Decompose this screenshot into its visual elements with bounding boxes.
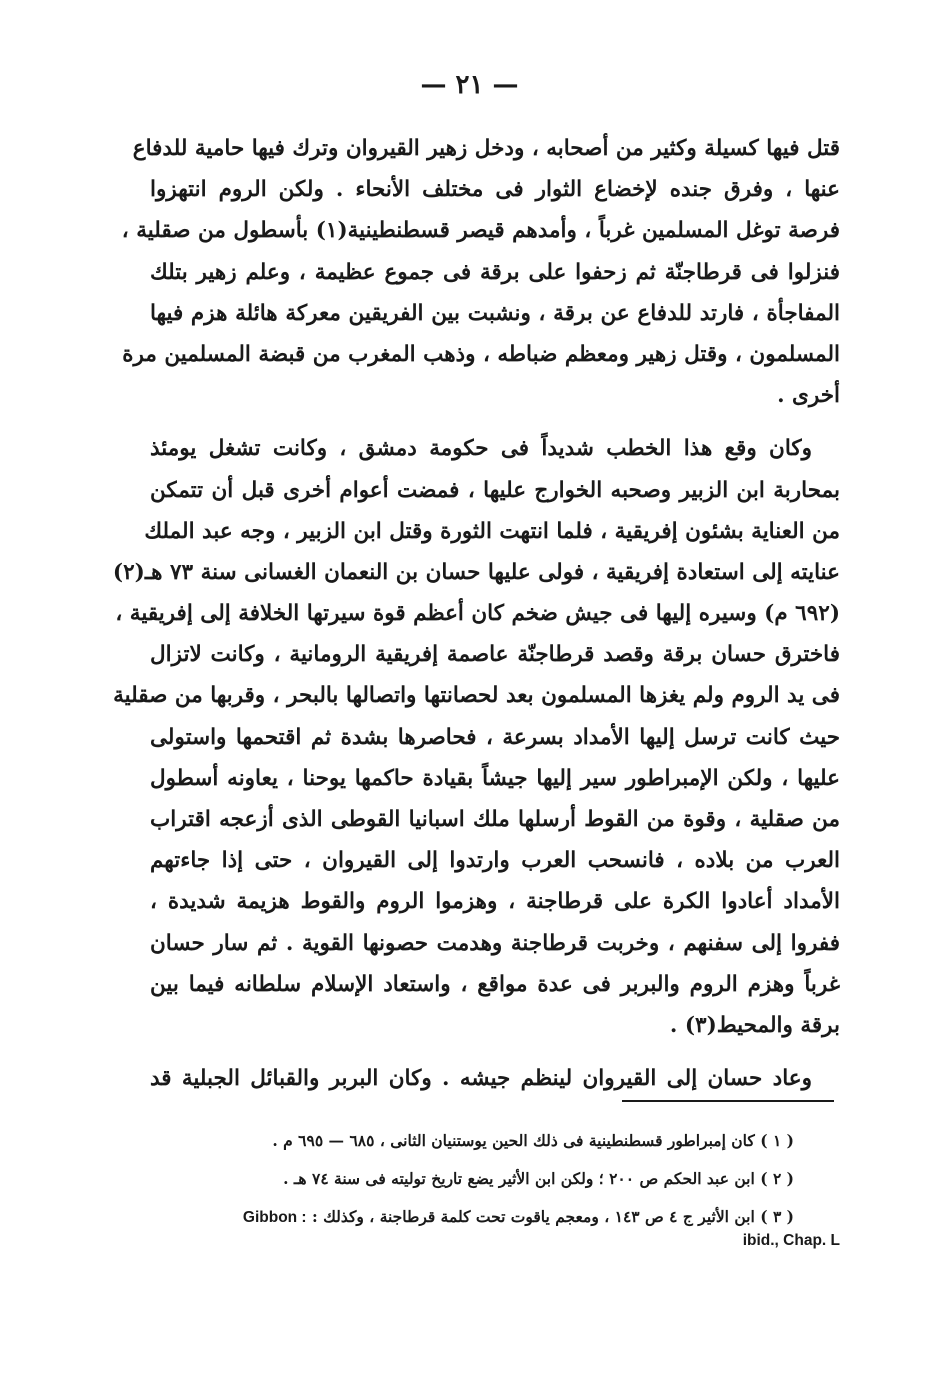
footnote-text: ابن الأثير ج ٤ ص ١٤٣ ، ومعجم ياقوت تحت كلمة قرطاجنة ، وكذلك : (312, 1207, 755, 1226)
footnote-1 (140, 1124, 840, 1162)
footnote-3 (140, 1200, 840, 1238)
text-line: فاخترق حسان برقة وقصد قرطاجنّة عاصمة إفريقية الرومانية ، وكانت لاتزال (150, 642, 840, 668)
text-line: العرب من بلاده ، فانسحب العرب وارتدوا إلى القيروان ، حتى إذا جاءتهم (150, 848, 840, 874)
main-text (112, 128, 840, 1099)
footnote-marker: ( ٢ ) (760, 1169, 794, 1188)
footnote-latin-ref: Gibbon : (242, 1209, 307, 1226)
text-line: فرصة توغل المسلمين غرباً ، وأمدهم قيصر قسطنطينية(١) بأسطول من صقلية ، (121, 218, 840, 244)
text-line: برقة والمحيط(٣) . (669, 1012, 840, 1038)
text-line: ففروا إلى سفنهم ، وخربت قرطاجنة وهدمت حصونها القوية . ثم سار حسان (150, 930, 840, 956)
text-line: من صقلية ، وقوة من القوط أرسلها ملك اسبانيا القوطى الذى أزعجه اقتراب (150, 807, 840, 832)
text-line: عنايته إلى استعادة إفريقية ، فولى عليها حسان بن النعمان الغسانى سنة ٧٣ هـ(٢) (112, 559, 840, 585)
text-line: (٦٩٢ م) وسيره إليها فى جيش ضخم كان أعظم قوة سيرتها الخلافة إلى إفريقية ، (115, 601, 840, 627)
text-line: وكان وقع هذا الخطب شديداً فى حكومة دمشق ، وكانت تشغل يومئذ (150, 436, 812, 462)
text-line: المسلمون ، وقتل زهير ومعظم ضباطه ، وذهب المغرب من قبضة المسلمين مرة (122, 341, 840, 367)
paragraph-2 (112, 428, 840, 1046)
text-line: وعاد حسان إلى القيروان لينظم جيشه . وكان البربر والقبائل الجبلية قد (150, 1066, 812, 1092)
footnote-marker: ( ٣ ) (760, 1207, 794, 1226)
text-line: من العناية بشئون إفريقية ، فلما انتهت الثورة وقتل ابن الزبير ، وجه عبد الملك (144, 518, 840, 544)
text-line: فى يد الروم ولم يغزها المسلمون بعد لحصانتها واتصالها بالبحر ، وقربها من صقلية (113, 683, 840, 709)
text-line: حيث كانت ترسل إليها الأمداد بسرعة ، فحاصرها بشدة ثم اقتحمها واستولى (150, 724, 840, 750)
paragraph-3 (150, 1058, 840, 1099)
text-line: عليها ، ولكن الإمبراطور سير إليها جيشاً بقيادة حاكمها يوحنا ، يعاونه أسطول (150, 765, 840, 791)
text-line: غرباً وهزم الروم والبربر فى عدة مواقع ، واستعاد الإسلام سلطانه فيما بين (150, 971, 840, 997)
text-line: فنزلوا فى قرطاجنّة ثم زحفوا على برقة فى جموع عظيمة ، وعلم زهير بتلك (150, 259, 840, 285)
footnote-latin-tail: ibid., Chap. L (742, 1232, 840, 1249)
footnote-marker: ( ١ ) (760, 1131, 794, 1150)
footnotes (140, 1124, 840, 1258)
text-line: أخرى . (777, 383, 840, 409)
text-line: الأمداد أعادوا الكرة على قرطاجنة ، وهزموا الروم والقوط هزيمة شديدة ، (150, 889, 840, 915)
text-line: بمحاربة ابن الزبير وصحبه الخوارج عليها ، فمضت أعوام أخرى قبل أن تتمكن (150, 477, 840, 503)
page-number: — ٢١ — (420, 70, 519, 100)
text-line: عنها ، وفرق جنده لإخضاع الثوار فى مختلف الأنحاء . ولكن الروم انتهزوا (150, 177, 840, 203)
text-line: قتل فيها كسيلة وكثير من أصحابه ، ودخل زهير القيروان وترك فيها حامية للدفاع (132, 136, 840, 161)
footnote-text: ابن عبد الحكم ص ٢٠٠ ؛ ولكن ابن الأثير يضع تاريخ توليته فى سنة ٧٤ هـ . (283, 1169, 755, 1188)
paragraph-1 (121, 128, 840, 416)
footnote-2 (140, 1162, 840, 1200)
footnote-separator (622, 1100, 834, 1102)
text-line: المفاجأة ، فارتد للدفاع عن برقة ، ونشبت بين الفريقين معركة هائلة هزم فيها (150, 300, 840, 326)
footnote-text: كان إمبراطور قسطنطينية فى ذلك الحين يوستنيان الثانى ، ٦٨٥ — ٦٩٥ م . (272, 1131, 755, 1150)
